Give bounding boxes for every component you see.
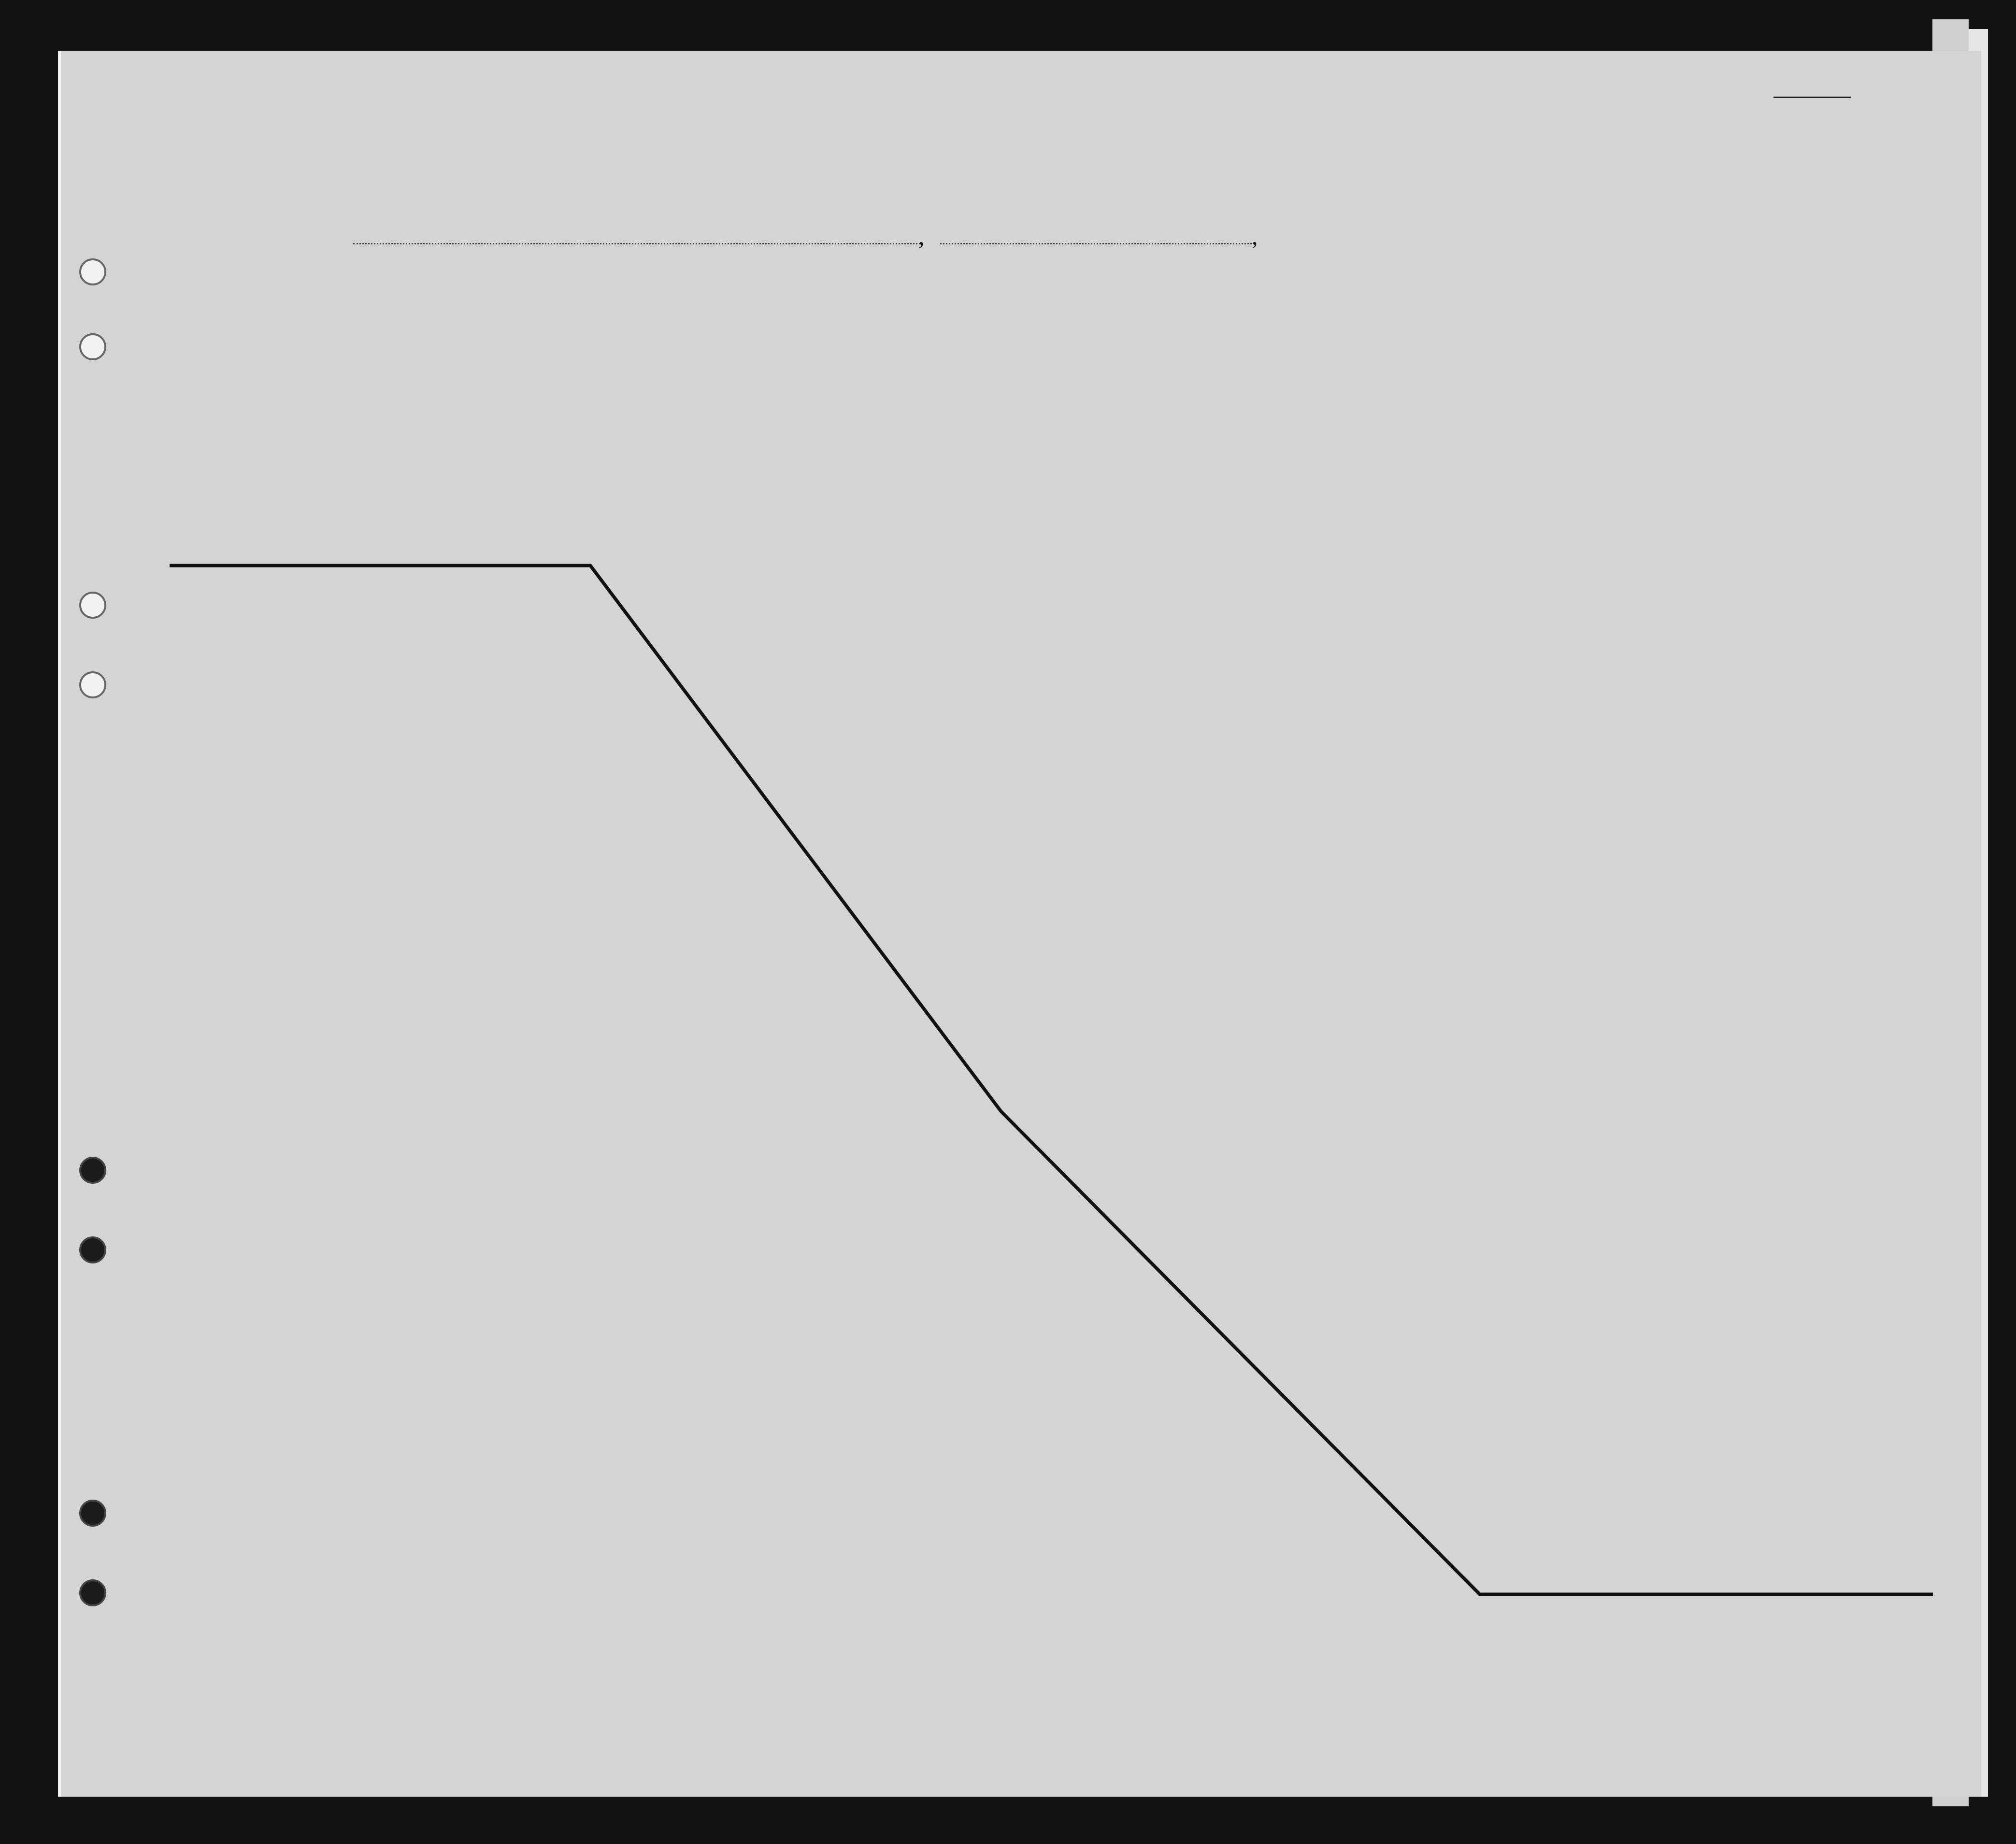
comma-2: , — [1252, 223, 1258, 250]
manifest-sheet — [58, 51, 1981, 1797]
cancellation-line — [61, 51, 1981, 1797]
comma: , — [918, 223, 925, 250]
